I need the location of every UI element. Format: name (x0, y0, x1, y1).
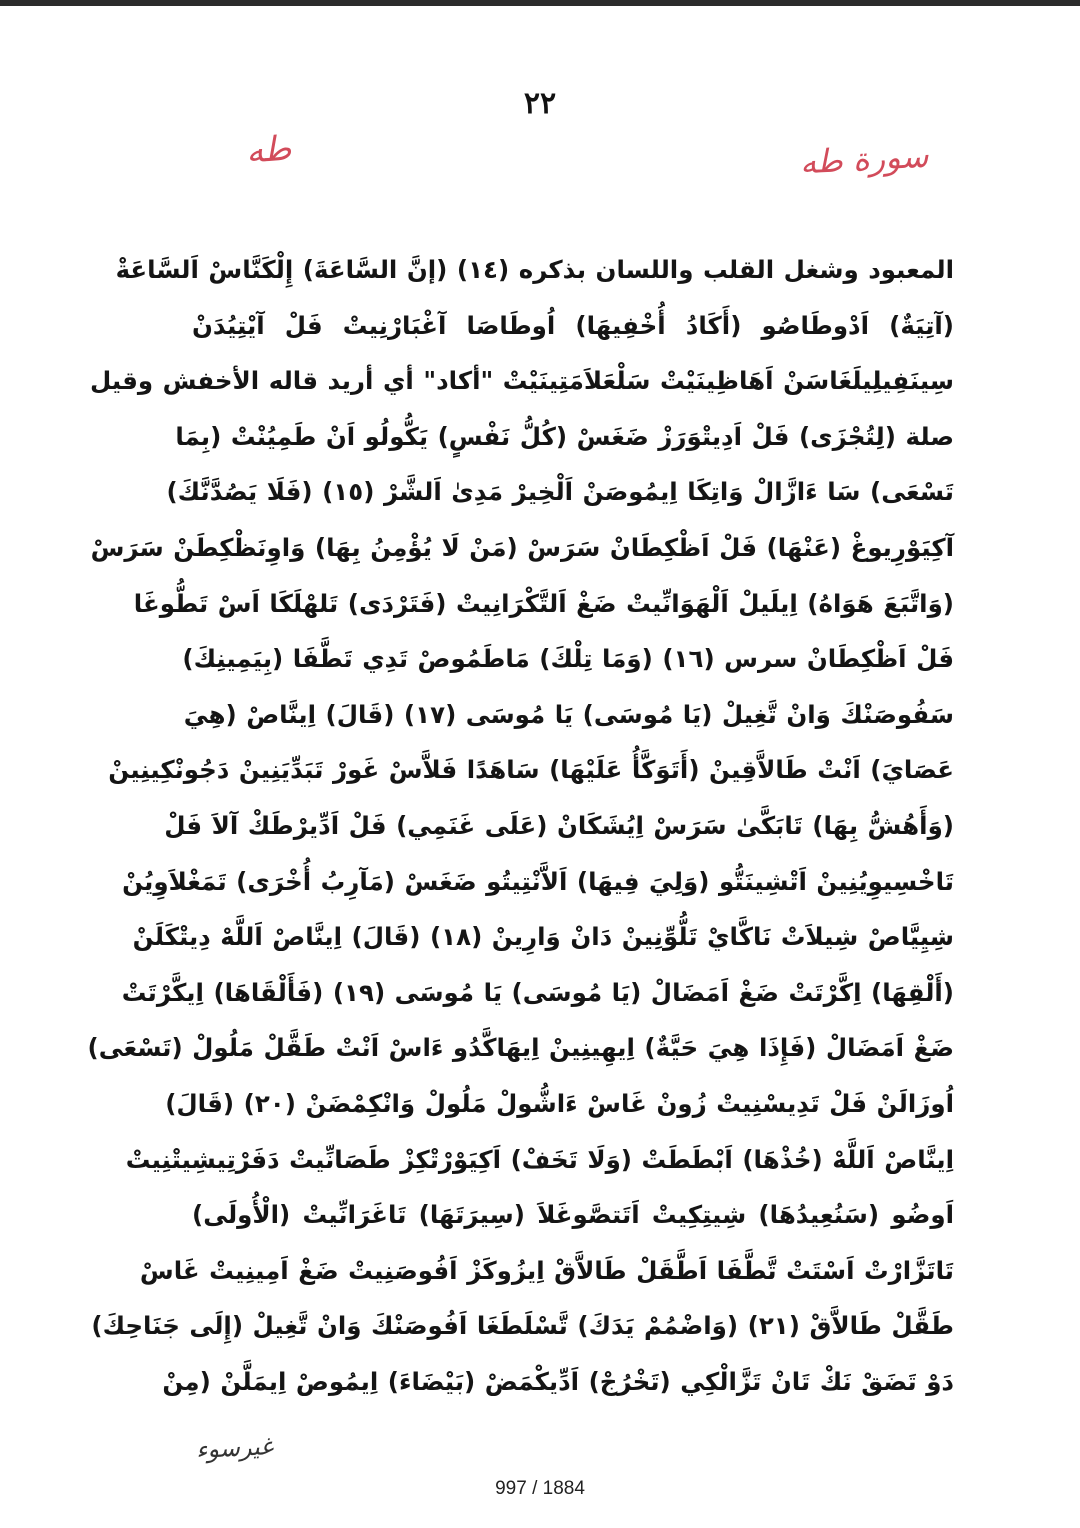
text-line: آكِيَوْرِيوغْ (عَنْهَا) فَلْ اَظْكِطَانْ سَرَسْ (مَنْ لَا يُؤْمِنُ بِهَا) وَاوِنَظْكِطَنْ سَرَسْ (90, 532, 954, 562)
page-number: ٢٢ (523, 86, 557, 121)
page-counter: 997 / 1884 (495, 1478, 585, 1499)
text-line: شِيِيَّاصْ شِيلاَتْ نَاكَّايْ تَلُّوِّنِينْ دَانْ وَارِينْ (١٨) (قَالَ) اِينَّاصْ اَللَّهْ دِيتْكَلَنْ (132, 922, 954, 952)
text-line: (وَأَهُشُّ بِهَا) تَابَكَّىٰ سَرَسْ اِيُشَكَانْ (عَلَى غَنَمِي) فَلْ اَدِّيرْطَكْ آلاَ فَلْ (164, 810, 954, 840)
text-line: ضَغْ اَمَضَالْ (فَإِذَا هِيَ حَيَّةٌ) اِيهِينِينْ اِيهَاكَّدُو ءَاسْ اَنْتْ طَقَّلْ مَلُولْ (تَسْعَى) (87, 1033, 954, 1063)
document-page (0, 6, 1080, 1528)
text-line: اُوزَالَنْ فَلْ تَدِيسْنِيتْ زُونْ غَاسْ ءَاشُّولْ مَلُولْ وَانْكِمْضَنْ (٢٠) (قَالَ) (165, 1088, 954, 1118)
text-line: (آتِيَةٌ) اَدْوطَاصُو (أَكَادُ أُخْفِيهَا) اُوطَاصَا آغْبَارْنِيتْ فَلْ آيْتِيُدَنْ (192, 310, 954, 340)
handwritten-annotation-bottom: غيرسوء (195, 1432, 274, 1464)
text-line: تَسْعَى) سَا ءَازَّالْ وَاتِكَا اِيمُوصَنْ اَلْخِيرْ مَدِىٰ اَلشَّرْ (١٥) (فَلَا يَصُدَّنَّكَ) (166, 477, 954, 507)
text-line: سِينَفِيلِيلَغَاسَنْ اَهَاظِينَيْتْ سَلْعَلاَمَتِينَيْتْ "أكاد" أي أريد قاله الأخفش وقيل (89, 366, 954, 396)
text-line: اِينَّاصْ اَللَّهْ (خُذْهَا) اَبْطَطَتْ (وَلَا تَخَفْ) اَكِيَوْرْتْكِزْ طَصَانِّيتْ دَفَرْتِيشِيتْنِيتْ (125, 1144, 954, 1174)
text-line: (وَاتَّبَعَ هَوَاهُ) اِيلَيلْ اَلْهَوَانِّيتْ ضَغْ اَلتَّكْرَانِيتْ (فَتَرْدَى) تَلهْلَكَا اَسْ تَطُّوغَا (133, 588, 954, 618)
text-line: صلة (لِتُجْزَى) فَلْ اَدِيتْوَرَزْ ضَغَسْ (كُلُّ نَفْسٍ) يَكُّولُو اَنْ طَمِيُنْتْ (بِمَا (175, 421, 954, 451)
text-line: (أَلْقِهَا) اِكَّرْتَتْ ضَغْ اَمَضَالْ (يَا مُوسَى) يَا مُوسَى (١٩) (فَأَلْقَاهَا) اِيكَّرْتَتْ (121, 977, 954, 1007)
text-line: فَلْ اَظْكِطَانْ سرس (١٦) (وَمَا تِلْكَ) مَاطَمُوصْ تَدِي تَطَّفَا (بِيَمِينِكَ) (182, 644, 954, 674)
text-line: سَفُوصَنْكَ وَانْ تَّغِيلْ (يَا مُوسَى) يَا مُوسَى (١٧) (قَالَ) اِينَّاصْ (هِيَ (183, 699, 954, 729)
text-line: اَوضُو (سَنُعِيدُهَا) شِيتِكِيتْ اَتَتصَّوغَلاَ (سِيرَتَهَا) تَاغَرَانِّيتْ (الْأُولَى) (192, 1200, 954, 1230)
handwritten-annotation-left: طه (244, 128, 293, 172)
text-line: طَقَّلْ طَالاَّقْ (٢١) (وَاضْمُمْ يَدَكَ) تَّسْلَطَغَا اَفُوصَنْكَ وَانْ تَّغِيلْ (إِلَى جَنَاحِكَ) (91, 1311, 954, 1341)
text-line: عَصَايَ) اَنْتْ طَالاَّقِينْ (أَتَوَكَّأُ عَلَيْهَا) سَاهَدًا فَلاَّسْ غَورْ تَبَدِّيَنِينْ دَجُونْكِينِينْ (108, 755, 954, 785)
text-line: تَاخْسِيوِيُنِينْ اَتْشِينَتُّو (وَلِيَ فِيهَا) اَلاَّنْتِيتُو ضَغَسْ (مَآرِبُ أُخْرَى) تَمَغْلاَوِيُنْ (122, 866, 954, 896)
body-text (87, 242, 954, 1409)
text-line: تَاتَزَّارْتْ اَسْتَتْ تَّطَّفَا اَطَّقَلْ طَالاَّقْ اِيزُوكَزْ اَفُوصَنِيتْ ضَغْ اَمِينِيتْ غَاسْ (139, 1255, 954, 1285)
text-line: المعبود وشغل القلب واللسان بذكره (١٤) (إنَّ السَّاعَةَ) إِلْكَنَّاسْ اَلسَّاعَةْ (115, 255, 954, 284)
handwritten-annotation-right: سورة طه (799, 136, 930, 182)
text-line: دَوْ تَضَقْ نَكْ تَانْ تَزَّالْكِي (تَخْرُجْ) اَدِّيكْمَضْ (بَيْضَاءَ) اِيمُوصْ اِيمَلَّنْ (مِنْ (162, 1366, 954, 1396)
